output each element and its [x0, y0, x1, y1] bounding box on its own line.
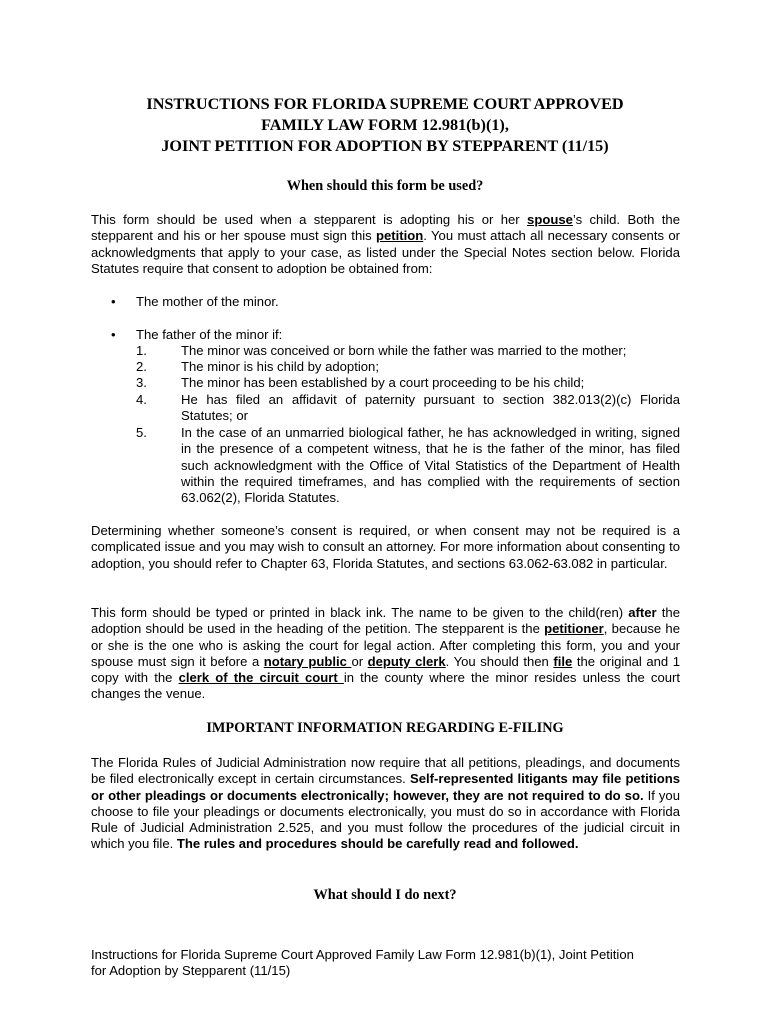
bullet-icon: •: [111, 294, 116, 309]
term-deputy-clerk: deputy clerk: [367, 653, 446, 669]
footer-line-1: Instructions for Florida Supreme Court Approved Family Law Form 12.981(b)(1), Joint Petition: [91, 947, 634, 962]
title-line-2: FAMILY LAW FORM 12.981(b)(1),: [261, 116, 509, 134]
title-line-3: JOINT PETITION FOR ADOPTION BY STEPPARENT (11/15): [161, 137, 609, 155]
footer-line-2: for Adoption by Stepparent (11/15): [91, 963, 291, 978]
page-footer: [91, 947, 691, 979]
section-heading-next: What should I do next?: [313, 887, 457, 903]
document-page: INSTRUCTIONS FOR FLORIDA SUPREME COURT APPROVED FAMILY LAW FORM 12.981(b)(1), JOINT PETITION FOR ADOPTION BY STEPPARENT (11/15) When should this form be used? This form should be used when a stepparent is adopting his or her spouse’s child. Both the stepparent and his or her spouse must sign this petition. You must attach all necessary consents or acknowledgments that apply to your case, as listed under the Special Notes section below. Florida Statutes require that consent to adoption be obtained from: • The mother of the minor. • The father of the minor if: 1. The minor was conceived or born while the father was married to the mother; 2. The minor is his child by adoption; 3. The minor has been established by a court proceeding to be his child; 4. He has filed an affidavit of paternity pursuant to section 382.013(2)(c) Florida Statutes; or 5. In the case of an unmarried biological father, he has acknowledged in writing, signed in the presence of a competent witness, that he is the father of the minor, has filed such acknowledgment with the Office of Vital Statistics of the Department of Health within the required timeframes, and has complied with the requirements of section 63.062(2), Florida Statutes. Determining whether someone’s consent is required, or when consent may not be required is a complicated issue and you may wish to consult an attorney. For more information about consenting to adoption, you should refer to Chapter 63, Florida Statutes, and sections 63.062-63.082 in particular. This form should be typed or printed in black ink. The name to be given to the child(ren) after the adoption should be used in the heading of the petition. The stepparent is the petitioner, because he or she is the one who is asking the court for legal action. After completing this form, you and your spouse must sign it before a notary public or deputy clerk. You should then file the original and 1 copy with the clerk of the circuit court in the county where the minor resides unless the court changes the venue. IMPORTANT INFORMATION REGARDING E-FILING The Florida Rules of Judicial Administration now require that all petitions, pleadings, and documents be filed electronically except in certain circumstances. Self-represented litigants may file petitions or other pleadings or documents electronically; however, they are not required to do so. If you choose to file your pleadings or documents electronically, you must do so in accordance with Florida Rule of Judicial Administration 2.525, and you must follow the procedures of the judicial circuit in which you file. The rules and procedures should be carefully read and followed. What should I do next? Instructions for Florida Supreme Court Approved Family Law Form 12.981(b)(1), Joint Petition for Adoption by Stepparent (11/15): [0, 0, 770, 1024]
paragraph-filing: This form should be typed or printed in black ink. The name to be given to the child(ren) after the adoption should be used in the heading of the petition. The stepparent is the petitioner, because he or she is the one who is asking the court for legal action. After completing this form, you and your spouse must sign it before a notary public or deputy clerk. You should then file the original and 1 copy with the clerk of the circuit court in the county where the minor resides unless the court changes the venue.: [91, 605, 681, 702]
efiling-self-represented-note: Self-represented litigants may file petitions or other pleadings or documents electronically; however, they are not required to do so.: [91, 771, 680, 803]
term-spouse: spouse: [527, 212, 573, 227]
term-notary-public: notary public: [263, 653, 352, 669]
paragraph-efiling: The Florida Rules of Judicial Administration now require that all petitions, pleadings, and documents be filed electronically except in certain circumstances. Self-represented litigants may file petitions or other pleadings or documents electronically; however, they are not required to do so. If you choose to file your pleadings or documents electronically, you must do so in accordance with Florida Rule of Judicial Administration 2.525, and you must follow the procedures of the judicial circuit in which you file. The rules and procedures should be carefully read and followed.: [91, 755, 680, 852]
section-heading-when: When should this form be used?: [286, 178, 484, 194]
bullet-icon: •: [111, 327, 116, 342]
paragraph-consent: Determining whether someone’s consent is required, or when consent may not be required is a complicated issue and you may wish to consult an attorney. For more information about consenting to adoption, you should refer to Chapter 63, Florida Statutes, and sections 63.062-63.082 in particular.: [91, 523, 680, 571]
section-heading-efiling: IMPORTANT INFORMATION REGARDING E-FILING: [206, 720, 564, 736]
title-line-1: INSTRUCTIONS FOR FLORIDA SUPREME COURT APPROVED: [146, 95, 624, 113]
term-after: after: [628, 605, 657, 620]
term-petitioner: petitioner: [544, 621, 604, 637]
paragraph-when-used: This form should be used when a stepparent is adopting his or her spouse’s child. Both the stepparent and his or her spouse must sign this petition. You must attach all necessary consents or acknowledgments that apply to your case, as listed under the Special Notes section below. Florida Statutes require that consent to adoption be obtained from:: [91, 212, 680, 276]
term-petition: petition: [376, 228, 424, 244]
term-clerk-of-circuit-court: clerk of the circuit court: [178, 670, 344, 686]
efiling-rules-note: The rules and procedures should be carefully read and followed.: [176, 836, 579, 852]
term-file: file: [553, 653, 573, 669]
document-title: [90, 94, 680, 157]
